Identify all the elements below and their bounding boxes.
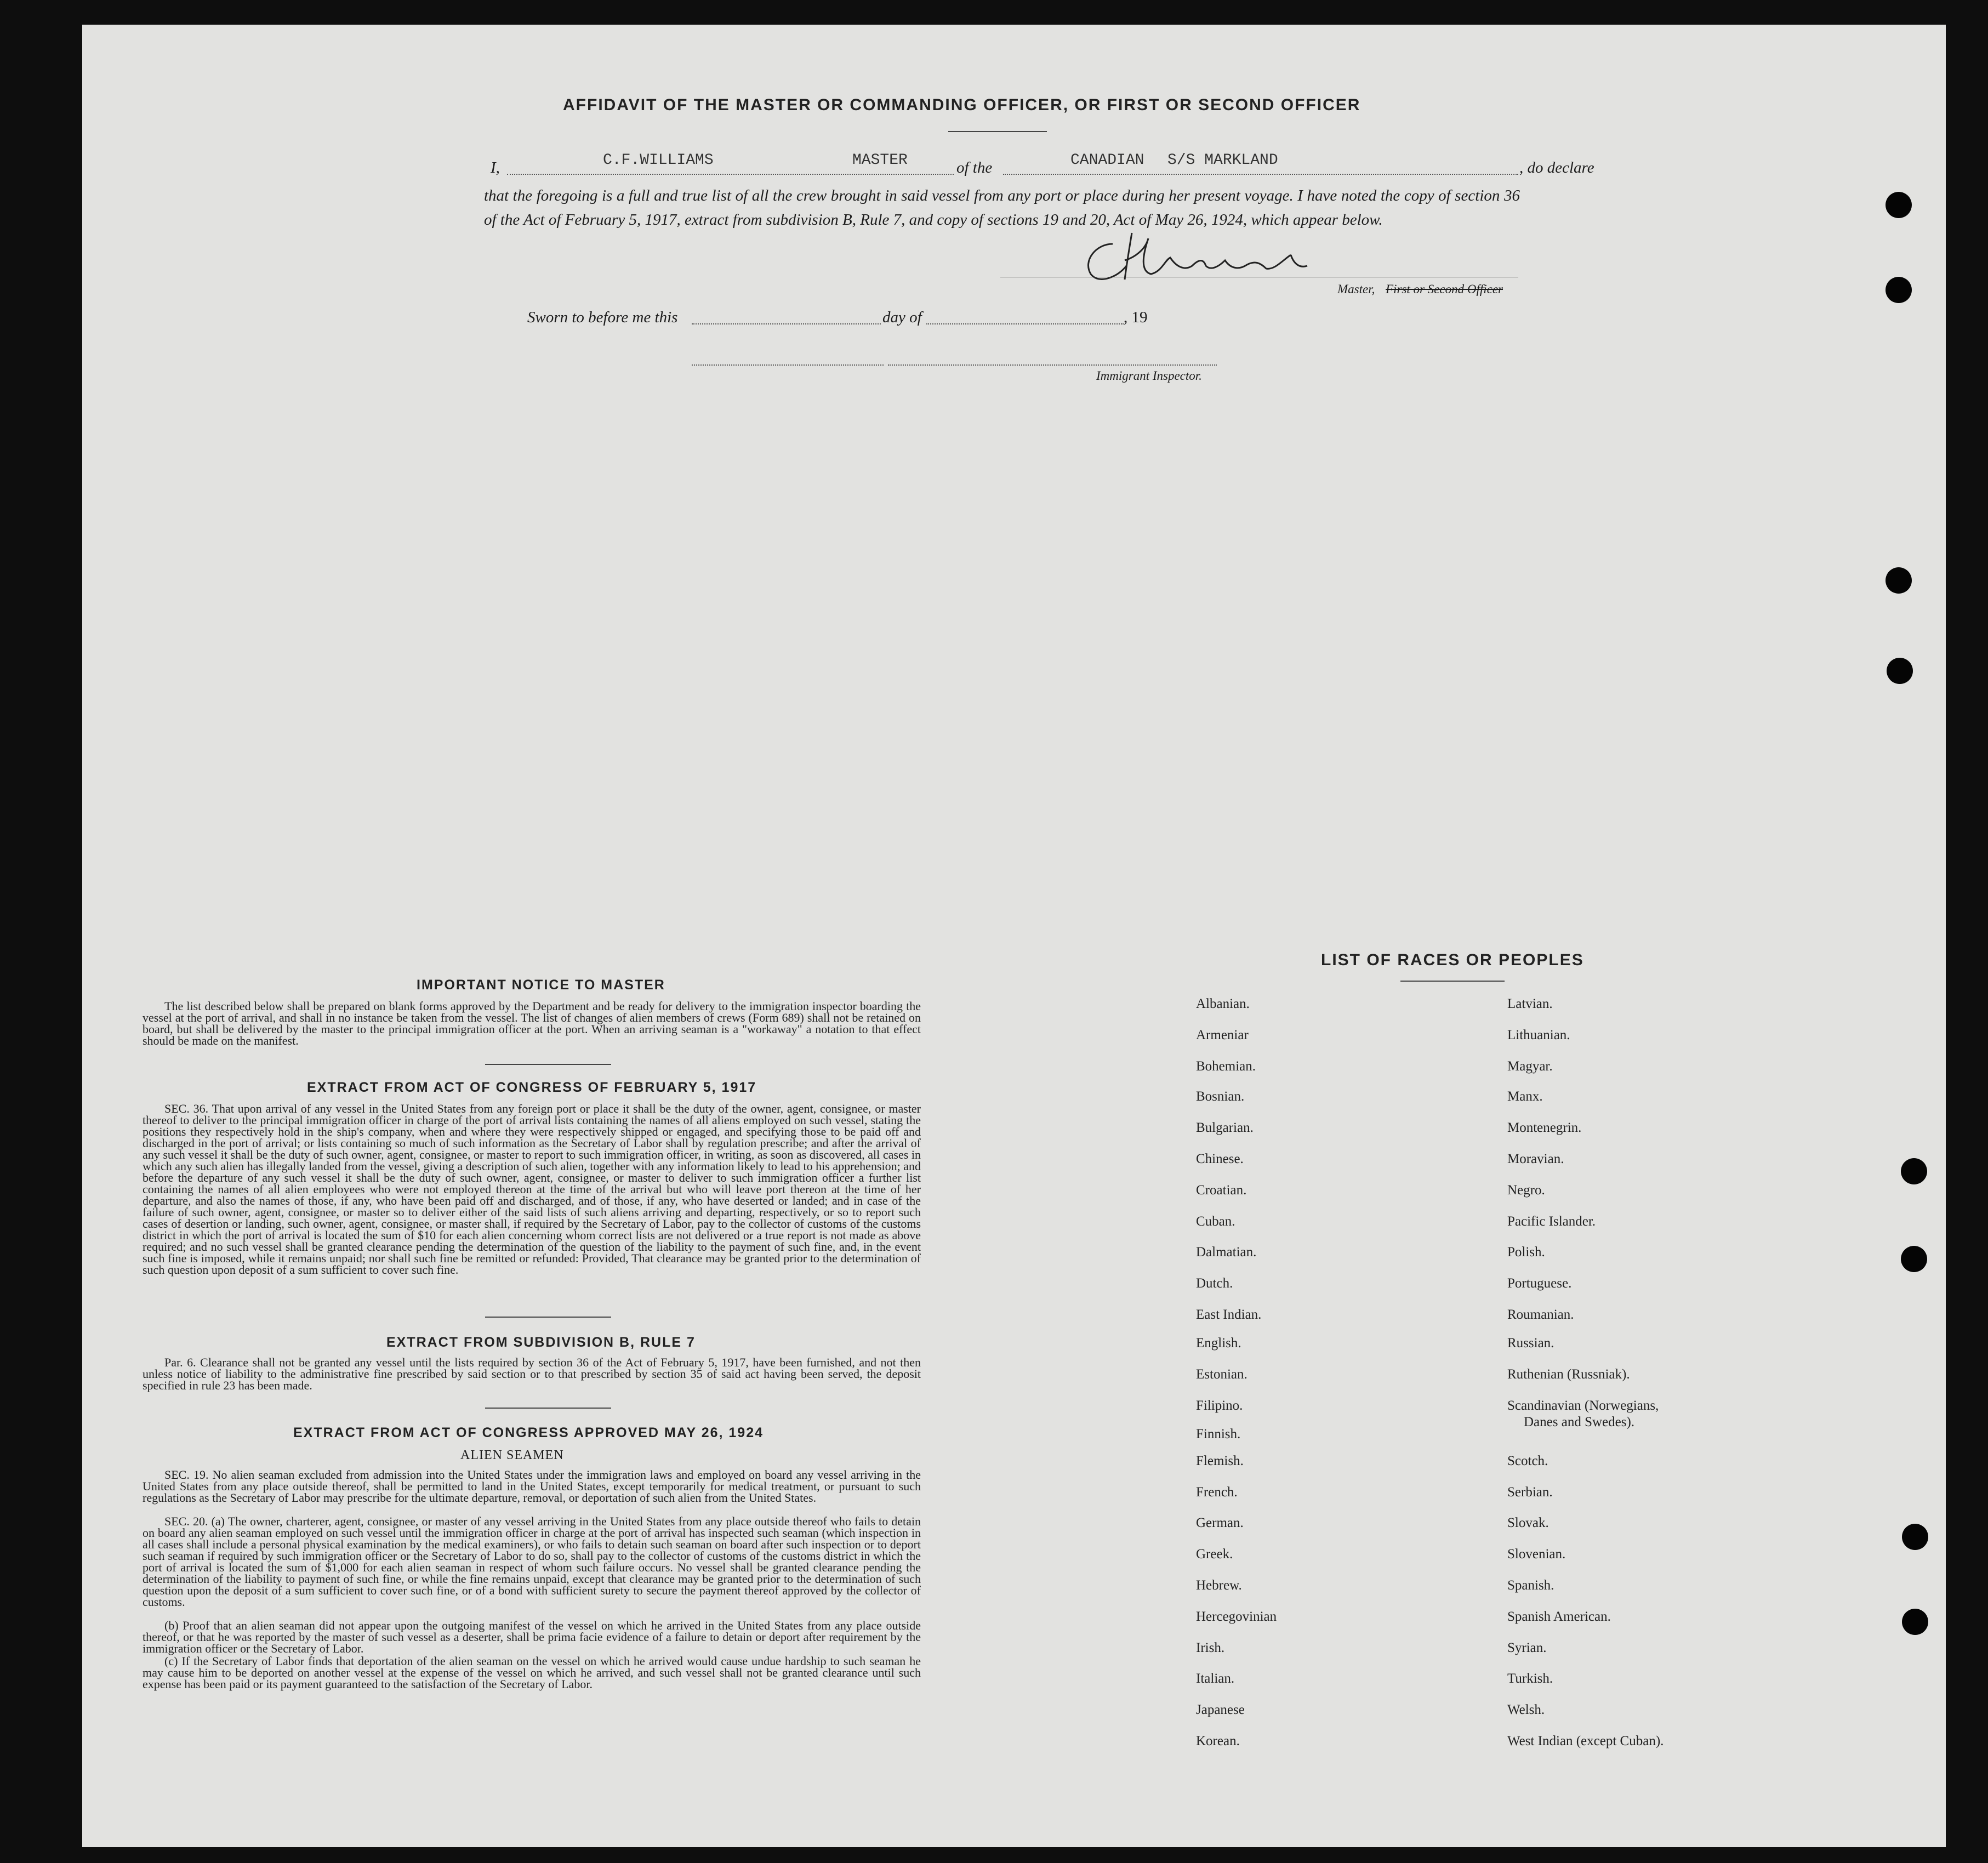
punch-hole	[1902, 1609, 1928, 1635]
affidavit-body: that the foregoing is a full and true list of all the crew brought in said vessel from any port or place during her present voyage. I have noted the copy of section 36 of the Act of February 5, 1917, extract from subdivision B, Rule 7, and copy of sections 19 and 20, Act of May 26, 1924, which appear below.	[484, 187, 1520, 229]
extract-1917-title: EXTRACT FROM ACT OF CONGRESS OF FEBRUARY 5, 1917	[307, 1080, 757, 1095]
race-right: Pacific Islander.	[1507, 1214, 1596, 1229]
affidavit-title: AFFIDAVIT OF THE MASTER OR COMMANDING OFFICER, OR FIRST OR SECOND OFFICER	[563, 96, 1361, 114]
inspector-line-2	[888, 364, 1217, 366]
race-left: Estonian.	[1196, 1367, 1248, 1382]
race-right: Moravian.	[1507, 1152, 1564, 1166]
race-left: Japanese	[1196, 1702, 1245, 1717]
name-line	[507, 174, 954, 175]
inspector-label: Immigrant Inspector.	[1096, 369, 1202, 383]
race-right: Lithuanian.	[1507, 1028, 1570, 1042]
extract-1917-body: SEC. 36. That upon arrival of any vessel in the United States from any foreign port or place it shall be the duty of the owner, agent, consignee, or master thereof to deliver to the principal immigration officer in charge of the port of arrival lists containing the names of all aliens employed on such vessel, stating the positions they respectively hold in the ship's company, when and where they were respectively shipped or engaged, and specifying those to be paid off and discharged in the port of arrival; or lists containing so much of such information as the Secretary of Labor shall by regulation prescribe; and after the arrival of any such vessel it shall be the duty of such owner, agent, consignee, or master to report to such immigration officer, in writing, as soon as discovered, all cases in which any such alien has illegally landed from the vessel, giving a description of such alien, together with any information likely to lead to his apprehension; and before the departure of any such vessel it shall be the duty of such owner, agent, consignee, or master to deliver to such immigration officer a further list containing the names of all alien employees who were not employed thereon at the time of the arrival but who will leave port thereon at the time of her departure, and also the names of those, if any, who have been paid off and discharged, and of those, if any, who have deserted or landed; and in case of the failure of such owner, agent, consignee, or master so to deliver either of the said lists of such aliens arriving and departing, respectively, or so to report such cases of desertion or landing, such owner, agent, consignee, or master shall, if required by the Secretary of Labor, pay to the collector of customs of the customs district in which the port of arrival is located the sum of $10 for each alien concerning whom correct lists are not delivered or a true report is not made as above required; and no such vessel shall be granted clearance pending the determination of the question of the liability to the payment of such fine, and, in the event such fine is imposed, while it remains unpaid; nor shall such fine be remitted or refunded: Provided, That clearance may be granted prior to the determination of such question upon deposit of a sum sufficient to cover such fine.	[143, 1102, 921, 1277]
punch-hole	[1886, 277, 1912, 303]
notice-body: The list described below shall be prepared on blank forms approved by the Department and be ready for delivery to the immigration inspector boarding the vessel at the port of arrival, and shall in no instance be taken from the vessel. The list of changes of alien members of crews (Form 689) shall not be retained on board, but shall be delivered by the master to the principal immigration officer at the port. When an arriving seaman is a "workaway" a notation to that effect should be made on the manifest.	[143, 999, 921, 1047]
sec-19: SEC. 19. No alien seaman excluded from admission into the United States under the immigration laws and employed on board any vessel arriving in the United States from any place outside thereof, shall be permitted to land in the United States, except temporarily for medical treatment, or pursuant to such regulations as the Secretary of Labor may prescribe for the ultimate departure, removal, or deportation of such alien from the United States.	[143, 1468, 921, 1505]
sec-20b: (b) Proof that an alien seaman did not appear upon the outgoing manifest of the vessel on which he arrived in the United States from any place outside thereof, or that he was reported by the master of such vessel as a deserter, shall be prima facie evidence of a failure to detain or deport after requirement by the immigration officer or the Secretary of Labor.	[143, 1619, 921, 1655]
divider	[485, 1408, 611, 1409]
officer-rank: MASTER	[852, 152, 908, 169]
race-left: Hercegovinian	[1196, 1609, 1277, 1624]
race-right: Montenegrin.	[1507, 1120, 1582, 1135]
i-label: I,	[491, 159, 500, 176]
race-left: Italian.	[1196, 1671, 1235, 1686]
race-right: Welsh.	[1507, 1702, 1545, 1717]
race-right: Syrian.	[1507, 1640, 1547, 1655]
race-right: Spanish American.	[1507, 1609, 1611, 1624]
sworn-line	[692, 323, 881, 324]
notice-title: IMPORTANT NOTICE TO MASTER	[417, 977, 665, 993]
race-right: Scotch.	[1507, 1454, 1548, 1468]
inspector-line-1	[692, 364, 884, 366]
sworn-label: Sworn to before me this	[527, 309, 678, 326]
subdivision-title: EXTRACT FROM SUBDIVISION B, RULE 7	[386, 1335, 696, 1350]
vessel-nationality: CANADIAN	[1070, 152, 1144, 169]
divider	[485, 1064, 611, 1065]
race-left: Bohemian.	[1196, 1059, 1256, 1074]
race-left: Chinese.	[1196, 1152, 1244, 1166]
manifest-page	[82, 25, 1946, 1847]
race-right: Serbian.	[1507, 1485, 1553, 1500]
race-right: Latvian.	[1507, 996, 1553, 1011]
signer-struck: First or Second Officer	[1386, 282, 1503, 296]
extract-1924-title: EXTRACT FROM ACT OF CONGRESS APPROVED MAY 26, 1924	[293, 1425, 764, 1440]
race-right: Russian.	[1507, 1336, 1554, 1351]
day-of-label: day of	[882, 309, 922, 326]
race-left: German.	[1196, 1516, 1244, 1530]
race-right: Roumanian.	[1507, 1307, 1574, 1322]
divider	[948, 131, 1047, 132]
race-left: East Indian.	[1196, 1307, 1262, 1322]
of-the-label: of the	[956, 159, 993, 176]
race-right: Spanish.	[1507, 1578, 1554, 1593]
race-right: Negro.	[1507, 1183, 1545, 1198]
race-left: Filipino.	[1196, 1398, 1243, 1413]
punch-hole	[1886, 192, 1912, 218]
race-right: Scandinavian (Norwegians,	[1507, 1398, 1659, 1413]
race-left: Dutch.	[1196, 1276, 1233, 1291]
punch-hole	[1902, 1524, 1928, 1550]
race-right: Manx.	[1507, 1089, 1543, 1104]
punch-hole	[1901, 1158, 1927, 1184]
vessel-line	[1003, 174, 1518, 175]
race-right: Magyar.	[1507, 1059, 1553, 1074]
divider	[485, 1317, 611, 1318]
signature	[1074, 227, 1337, 288]
day-line	[926, 323, 1124, 324]
race-left: Irish.	[1196, 1640, 1225, 1655]
race-right: Slovenian.	[1507, 1547, 1566, 1562]
race-right: Slovak.	[1507, 1516, 1549, 1530]
race-right: Turkish.	[1507, 1671, 1553, 1686]
race-left: Korean.	[1196, 1734, 1240, 1748]
sec-20a: SEC. 20. (a) The owner, charterer, agent, consignee, or master of any vessel arriving in the United States from any place outside thereof who fails to detain on board any alien seaman employed on such vessel until the immigration officer in charge at the port of arrival has inspected such seaman (which inspection in all cases shall include a personal physical examination by the medical examiners), or who fails to detain such seaman on board after such inspection or to deport such seaman if required by such immigration officer or the Secretary of Labor to do so, shall pay to the collector of customs of the customs district in which the port of arrival is located the sum of $1,000 for each alien seaman in respect of whom such failure occurs. No vessel shall be granted clearance pending the determination of the liability to payment of such fine, or while the fine remains unpaid, except that clearance may be granted prior to the determination of such question upon the deposit of a sum sufficient to cover such fine, or of a bond with sufficient surety to secure the payment thereof approved by the collector of customs.	[143, 1514, 921, 1609]
sec-20c: (c) If the Secretary of Labor finds that deportation of the alien seaman on the vessel on which he arrived would cause undue hardship to such seaman he may cause him to be deported on another vessel at the expense of the vessel on which he arrived, and such vessel shall not be granted clearance until such expense has been paid or its payment guaranteed to the satisfaction of the Secretary of Labor.	[143, 1654, 921, 1691]
punch-hole	[1886, 567, 1912, 594]
race-right: West Indian (except Cuban).	[1507, 1734, 1664, 1748]
divider	[1400, 981, 1505, 982]
race-right: Portuguese.	[1507, 1276, 1572, 1291]
race-left: Dalmatian.	[1196, 1245, 1257, 1260]
race-left: Armeniar	[1196, 1028, 1249, 1042]
races-title: LIST OF RACES OR PEOPLES	[1321, 951, 1584, 969]
signer-prefix: Master,	[1337, 282, 1375, 296]
race-left: Finnish.	[1196, 1427, 1241, 1442]
punch-hole	[1887, 658, 1913, 684]
race-left: Albanian.	[1196, 996, 1250, 1011]
subdivision-body: Par. 6. Clearance shall not be granted any vessel until the lists required by section 36 of the Act of February 5, 1917, have been furnished, and not then unless notice of liability to the administrative fine prescribed by said section or to that prescribed by section 35 of said act having been served, the deposit specified in rule 23 has been made.	[143, 1355, 921, 1392]
race-left: Bosnian.	[1196, 1089, 1245, 1104]
race-left: French.	[1196, 1485, 1238, 1500]
race-right: Polish.	[1507, 1245, 1545, 1260]
year-label: , 19	[1124, 309, 1148, 326]
race-right: Ruthenian (Russniak).	[1507, 1367, 1630, 1382]
race-left: Bulgarian.	[1196, 1120, 1254, 1135]
extract-1924-subtitle: ALIEN SEAMEN	[460, 1448, 564, 1462]
race-left: Croatian.	[1196, 1183, 1247, 1198]
punch-hole	[1901, 1246, 1927, 1272]
vessel-name: S/S MARKLAND	[1167, 152, 1278, 169]
race-left: Hebrew.	[1196, 1578, 1242, 1593]
race-right: Danes and Swedes).	[1524, 1415, 1635, 1429]
race-left: Greek.	[1196, 1547, 1233, 1562]
race-left: Cuban.	[1196, 1214, 1235, 1229]
officer-name: C.F.WILLIAMS	[603, 152, 714, 169]
race-left: Flemish.	[1196, 1454, 1244, 1468]
race-left: English.	[1196, 1336, 1241, 1351]
do-declare-label: , do declare	[1519, 159, 1594, 176]
